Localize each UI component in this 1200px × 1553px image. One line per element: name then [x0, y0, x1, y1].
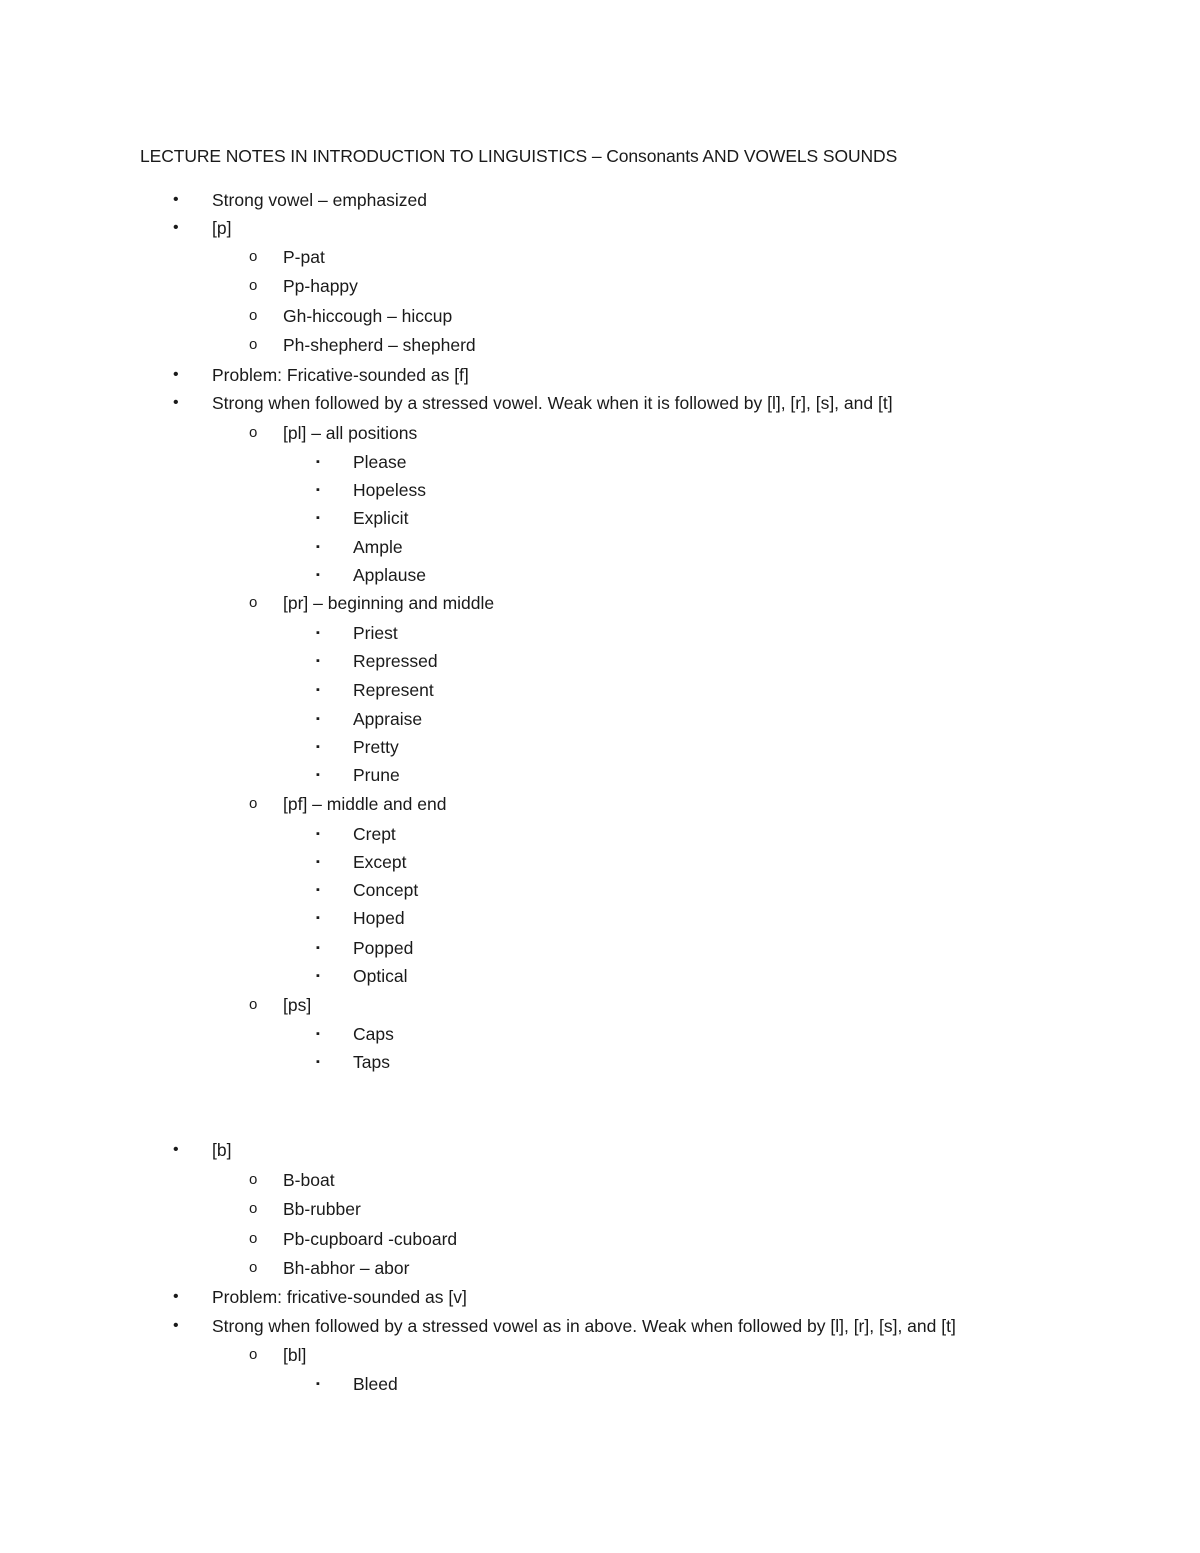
bullet-dot: •	[173, 1288, 179, 1305]
bullet-square: ▪	[316, 884, 320, 896]
bullet-dot: •	[173, 219, 179, 236]
bullet-square: ▪	[316, 569, 320, 581]
list-item-text: Bleed	[353, 1374, 398, 1394]
bullet-square: ▪	[316, 627, 320, 639]
bullet-circle: o	[249, 307, 258, 324]
bullet-square: ▪	[316, 828, 320, 840]
bullet-circle: o	[249, 248, 258, 265]
list-item-text: Explicit	[353, 508, 409, 528]
list-item-text: Hoped	[353, 908, 405, 928]
list-item-text: [pl] – all positions	[283, 423, 418, 443]
bullet-circle: o	[249, 277, 258, 294]
bullet-square: ▪	[316, 1378, 320, 1390]
list-item-text: Ph-shepherd – shepherd	[283, 335, 476, 355]
list-item-text: Crept	[353, 824, 396, 844]
bullet-circle: o	[249, 996, 258, 1013]
list-item-text: Prune	[353, 765, 400, 785]
bullet-circle: o	[249, 424, 258, 441]
list-item-text: Problem: fricative-sounded as [v]	[212, 1287, 467, 1307]
bullet-square: ▪	[316, 970, 320, 982]
list-item-text: P-pat	[283, 247, 325, 267]
list-item-text: B-boat	[283, 1170, 335, 1190]
list-item-text: Repressed	[353, 651, 438, 671]
list-item-text: Priest	[353, 623, 398, 643]
list-item-text: [b]	[212, 1140, 232, 1160]
bullet-circle: o	[249, 1346, 258, 1363]
list-item-text: Strong when followed by a stressed vowel. Weak when it is followed by [l], [r], [s], and [t]	[212, 393, 893, 413]
list-item-text: Applause	[353, 565, 426, 585]
list-item-text: Pb-cupboard -cuboard	[283, 1229, 458, 1249]
list-item-text: Popped	[353, 938, 414, 958]
bullet-dot: •	[173, 366, 179, 383]
bullet-square: ▪	[316, 484, 320, 496]
bullet-circle: o	[249, 594, 258, 611]
list-item-text: Pp-happy	[283, 276, 358, 296]
bullet-circle: o	[249, 1259, 258, 1276]
list-item-text: [pr] – beginning and middle	[283, 593, 495, 613]
list-item-text: Problem: Fricative-sounded as [f]	[212, 365, 469, 385]
bullet-square: ▪	[316, 769, 320, 781]
list-item-text: Bh-abhor – abor	[283, 1258, 410, 1278]
list-item-text: Bb-rubber	[283, 1199, 361, 1219]
bullet-circle: o	[249, 1171, 258, 1188]
bullet-square: ▪	[316, 512, 320, 524]
list-item-text: Please	[353, 452, 407, 472]
list-item-text: Except	[353, 852, 407, 872]
list-item-text: Strong when followed by a stressed vowel as in above. Weak when followed by [l], [r], [s], and [t]	[212, 1316, 956, 1336]
list-item-text: Ample	[353, 537, 403, 557]
bullet-circle: o	[249, 1200, 258, 1217]
list-item-text: Appraise	[353, 709, 423, 729]
list-item-text: Represent	[353, 680, 434, 700]
list-item-text: Strong vowel – emphasized	[212, 190, 427, 210]
bullet-dot: •	[173, 191, 179, 208]
bullet-square: ▪	[316, 541, 320, 553]
bullet-square: ▪	[316, 655, 320, 667]
bullet-square: ▪	[316, 456, 320, 468]
bullet-dot: •	[173, 1317, 179, 1334]
list-item-text: Caps	[353, 1024, 394, 1044]
bullet-square: ▪	[316, 741, 320, 753]
bullet-square: ▪	[316, 684, 320, 696]
bullet-circle: o	[249, 336, 258, 353]
page-title: LECTURE NOTES IN INTRODUCTION TO LINGUISTICS – Consonants AND VOWELS SOUNDS	[140, 146, 898, 166]
bullet-square: ▪	[316, 912, 320, 924]
list-item-text: Hopeless	[353, 480, 426, 500]
bullet-square: ▪	[316, 1028, 320, 1040]
bullet-circle: o	[249, 795, 258, 812]
list-item-text: Taps	[353, 1052, 390, 1072]
list-item-text: [bl]	[283, 1345, 307, 1365]
bullet-dot: •	[173, 1141, 179, 1158]
list-item-text: Gh-hiccough – hiccup	[283, 306, 453, 326]
bullet-square: ▪	[316, 942, 320, 954]
list-item-text: Optical	[353, 966, 408, 986]
bullet-square: ▪	[316, 713, 320, 725]
list-item-text: [pf] – middle and end	[283, 794, 447, 814]
list-item-text: Pretty	[353, 737, 399, 757]
bullet-square: ▪	[316, 1056, 320, 1068]
list-item-text: [p]	[212, 218, 232, 238]
bullet-square: ▪	[316, 856, 320, 868]
list-item-text: [ps]	[283, 995, 312, 1015]
list-item-text: Concept	[353, 880, 419, 900]
bullet-circle: o	[249, 1230, 258, 1247]
bullet-dot: •	[173, 394, 179, 411]
